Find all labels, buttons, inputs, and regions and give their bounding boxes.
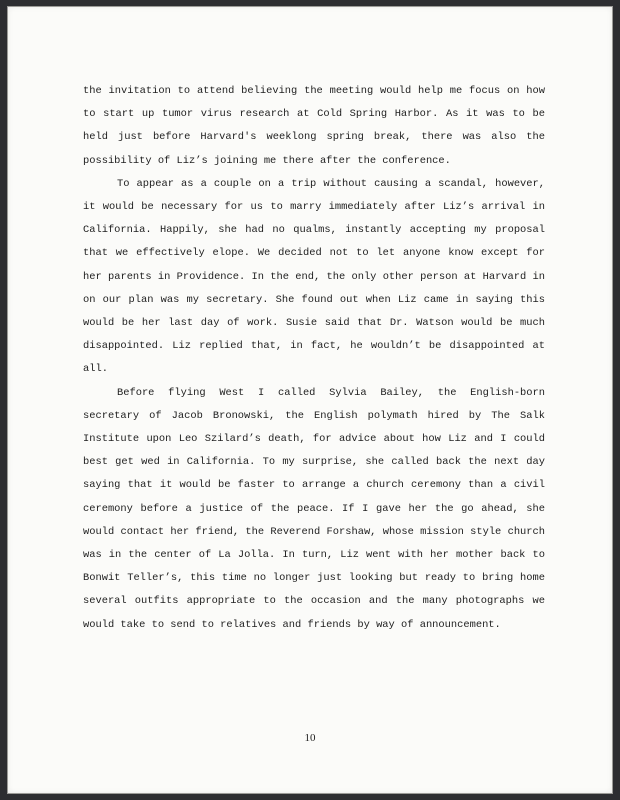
paragraph-3: Before flying West I called Sylvia Bailey, the English-born secretary of Jacob Bronowski, the English polymath hired by The Salk Institute upon Leo Szilard’s death, for advice about how Liz and I could best get wed in California. To my surprise, she called back the next day saying that it would be faster to arrange a church ceremony than a civil ceremony before a justice of the peace. If I gave her the go ahead, she would contact her friend, the Reverend Forshaw, whose mission style church was in the center of La Jolla. In turn, Liz went with her mother back to Bonwit Teller’s, this time no longer just looking but ready to bring home several outfits appropriate to the occasion and the many photographs we would take to send to relatives and friends by way of announcement.	[83, 386, 545, 631]
page-number: 10	[304, 732, 316, 744]
paragraph-2: To appear as a couple on a trip without causing a scandal, however, it would be necessary for us to marry immediately after Liz’s arrival in California. Happily, she had no qualms, instantly accepting my proposal that we effectively elope. We decided not to let anyone know except for her parents in Providence. In the end, the only other person at Harvard in on our plan was my secretary. She found out when Liz came in saying this would be her last day of work. Susie said that Dr. Watson would be much disappointed. Liz replied that, in fact, he wouldn’t be disappointed at all.	[83, 177, 545, 376]
document-page	[7, 6, 613, 794]
body-text	[83, 80, 545, 637]
paragraph-1: the invitation to attend believing the meeting would help me focus on how to start up tumor virus research at Cold Spring Harbor. As it was to be held just before Harvard's weeklong spring break, there was also the possibility of Liz’s joining me there after the conference.	[83, 85, 545, 167]
